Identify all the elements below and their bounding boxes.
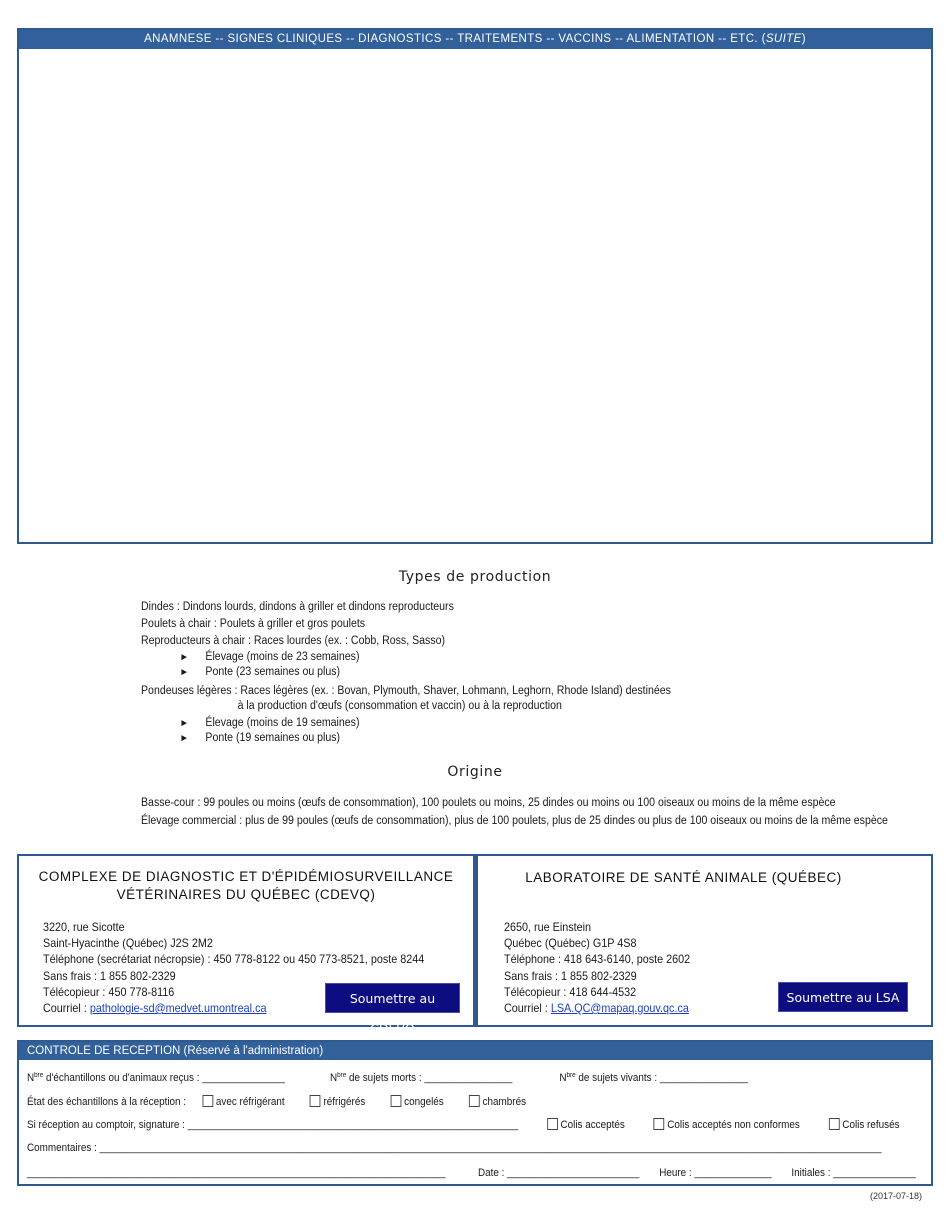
commentaires-field[interactable]: Commentaires : ______________________________________________________________________________________________________________________________________________ bbox=[27, 1142, 882, 1154]
checkbox-refrigeres[interactable]: réfrigérés bbox=[310, 1095, 365, 1108]
lsa-box bbox=[475, 854, 933, 1027]
lsa-email-row bbox=[504, 1000, 690, 1016]
origine-commercial: Élevage commercial : plus de 99 poules (œufs de consommation), plus de 100 poulets, plus de 25 dindes ou plus de 100 oiseaux ou moins de la même espèce bbox=[141, 815, 888, 827]
checkbox[interactable] bbox=[202, 1095, 213, 1107]
origine-list bbox=[141, 794, 888, 830]
controle-reception-section bbox=[17, 1040, 933, 1186]
form-version-date: (2017-07-18) bbox=[869, 1191, 922, 1201]
list-item bbox=[141, 665, 785, 680]
cdevq-address: 3220, rue Sicotte bbox=[43, 920, 125, 934]
checkbox[interactable] bbox=[654, 1118, 665, 1130]
production-dindes: Dindes : Dindons lourds, dindons à griller et dindons reproducteurs bbox=[141, 601, 454, 613]
production-pondeuses: Pondeuses légères : Races légères (ex. : Bovan, Plymouth, Shaver, Lohmann, Leghorn, Rhode Island) destinées bbox=[141, 685, 671, 697]
cdevq-tollfree: Sans frais : 1 855 802-2329 bbox=[43, 968, 176, 983]
checkbox[interactable] bbox=[391, 1095, 402, 1107]
submit-lsa-button[interactable]: Soumettre au LSA bbox=[778, 982, 908, 1012]
pondeuses-ponte: Ponte (19 semaines ou plus) bbox=[205, 731, 341, 744]
cdevq-email-label: Courriel : bbox=[43, 1001, 90, 1016]
origine-title: Origine bbox=[447, 764, 503, 780]
production-reproducteurs: Reproducteurs à chair : Races lourdes (ex. : Cobb, Ross, Sasso) bbox=[141, 635, 446, 647]
cdevq-title-line1: COMPLEXE DE DIAGNOSTIC ET D'ÉPIDÉMIOSURVEILLANCE bbox=[38, 869, 454, 884]
commentaires-line2[interactable]: ____________________________________________________________________________ bbox=[27, 1167, 446, 1179]
arrow-icon: ► bbox=[179, 652, 189, 663]
cdevq-city: Saint-Hyacinthe (Québec) J2S 2M2 bbox=[43, 936, 213, 951]
repro-elevage: Élevage (moins de 23 semaines) bbox=[205, 651, 360, 663]
cdevq-email-link[interactable]: pathologie-sd@medvet.umontreal.ca bbox=[89, 1001, 267, 1016]
cdevq-title-line2: VÉTÉRINAIRES DU QUÉBEC (CDEVQ) bbox=[116, 887, 376, 902]
cdevq-phone: Téléphone (secrétariat nécropsie) : 450 778-8122 ou 450 773-8521, poste 8244 bbox=[43, 952, 425, 967]
lsa-email-label: Courriel : bbox=[504, 1001, 551, 1016]
anamnese-text-area[interactable] bbox=[19, 49, 931, 542]
arrow-icon: ► bbox=[179, 732, 189, 744]
production-title: Types de production bbox=[398, 569, 552, 585]
production-poulets: Poulets à chair : Poulets à griller et gros poulets bbox=[141, 618, 366, 630]
arrow-icon: ► bbox=[179, 718, 189, 729]
checkbox-chambres[interactable]: chambrés bbox=[469, 1095, 526, 1108]
lsa-tollfree: Sans frais : 1 855 802-2329 bbox=[504, 968, 637, 983]
submit-cdevq-button[interactable]: Soumettre au CDEVQ bbox=[325, 983, 460, 1013]
controle-signature-row bbox=[27, 1118, 900, 1131]
origine-basse-cour: Basse-cour : 99 poules ou moins (œufs de consommation), 100 poulets ou moins, 25 dindes ou moins ou 100 oiseaux ou moins de la même espèce bbox=[141, 797, 836, 809]
checkbox-colis-non-conformes[interactable]: Colis acceptés non conformes bbox=[654, 1118, 800, 1131]
production-list bbox=[141, 599, 785, 745]
date-field[interactable]: Date : ________________________ bbox=[477, 1167, 640, 1179]
nbre-vivants-field[interactable]: $N^{bre}$ de sujets vivants : ________________ bbox=[559, 1072, 748, 1084]
checkbox-avec-refrigerant[interactable]: avec réfrigérant bbox=[202, 1095, 284, 1108]
signature-field[interactable]: Si réception au comptoir, signature : ____________________________________________________________ bbox=[27, 1119, 519, 1131]
lsa-title: LABORATOIRE DE SANTÉ ANIMALE (QUÉBEC) bbox=[525, 870, 842, 885]
list-item bbox=[141, 716, 785, 731]
arrow-icon: ► bbox=[179, 666, 189, 678]
anamnese-section bbox=[17, 28, 933, 544]
controle-header: CONTROLE DE RECEPTION (Réservé à l'administration) bbox=[19, 1042, 931, 1060]
lsa-contact bbox=[504, 919, 690, 1016]
checkbox[interactable] bbox=[829, 1118, 840, 1130]
cdevq-fax: Télécopieur : 450 778-8116 bbox=[43, 984, 175, 999]
controle-counts-row bbox=[27, 1072, 748, 1084]
lsa-city: Québec (Québec) G1P 4S8 bbox=[504, 936, 637, 951]
checkbox[interactable] bbox=[547, 1118, 558, 1130]
lsa-phone: Téléphone : 418 643-6140, poste 2602 bbox=[504, 952, 691, 967]
list-item bbox=[141, 731, 785, 746]
list-item bbox=[141, 650, 785, 665]
heure-field[interactable]: Heure : ______________ bbox=[659, 1167, 772, 1179]
nbre-morts-field[interactable]: $N^{bre}$ de sujets morts : ________________ bbox=[329, 1072, 513, 1084]
checkbox-colis-refuses[interactable]: Colis refusés bbox=[829, 1118, 900, 1131]
anamnese-header-text: ANAMNESE -- SIGNES CLINIQUES -- DIAGNOSTICS -- TRAITEMENTS -- VACCINS -- ALIMENTATION -- ETC. ( bbox=[144, 33, 766, 45]
cdevq-box bbox=[17, 854, 475, 1036]
checkbox-colis-acceptes[interactable]: Colis acceptés bbox=[547, 1118, 625, 1131]
cdevq-title bbox=[19, 868, 473, 904]
controle-date-row bbox=[27, 1167, 916, 1179]
lsa-email-link[interactable]: LSA.QC@mapaq.gouv.qc.ca bbox=[550, 1001, 689, 1016]
checkbox-congeles[interactable]: congelés bbox=[391, 1095, 444, 1108]
checkbox[interactable] bbox=[310, 1095, 321, 1107]
etat-label: État des échantillons à la réception : bbox=[27, 1096, 187, 1108]
pondeuses-elevage: Élevage (moins de 19 semaines) bbox=[205, 717, 360, 729]
anamnese-header-suite: SUITE bbox=[765, 33, 802, 45]
controle-etat-row bbox=[27, 1095, 526, 1108]
repro-ponte: Ponte (23 semaines ou plus) bbox=[205, 665, 341, 678]
checkbox[interactable] bbox=[469, 1095, 480, 1107]
initiales-field[interactable]: Initiales : _______________ bbox=[791, 1167, 916, 1179]
lsa-fax: Télécopieur : 418 644-4532 bbox=[504, 984, 637, 999]
lsa-address: 2650, rue Einstein bbox=[504, 920, 592, 934]
anamnese-header bbox=[19, 30, 931, 49]
production-pondeuses-cont: à la production d'œufs (consommation et vaccin) ou à la reproduction bbox=[237, 700, 562, 712]
nbre-echantillons-field[interactable]: $N^{bre}$ d'échantillons ou d'animaux reçus : _______________ bbox=[27, 1072, 285, 1084]
anamnese-header-close: ) bbox=[801, 33, 806, 45]
